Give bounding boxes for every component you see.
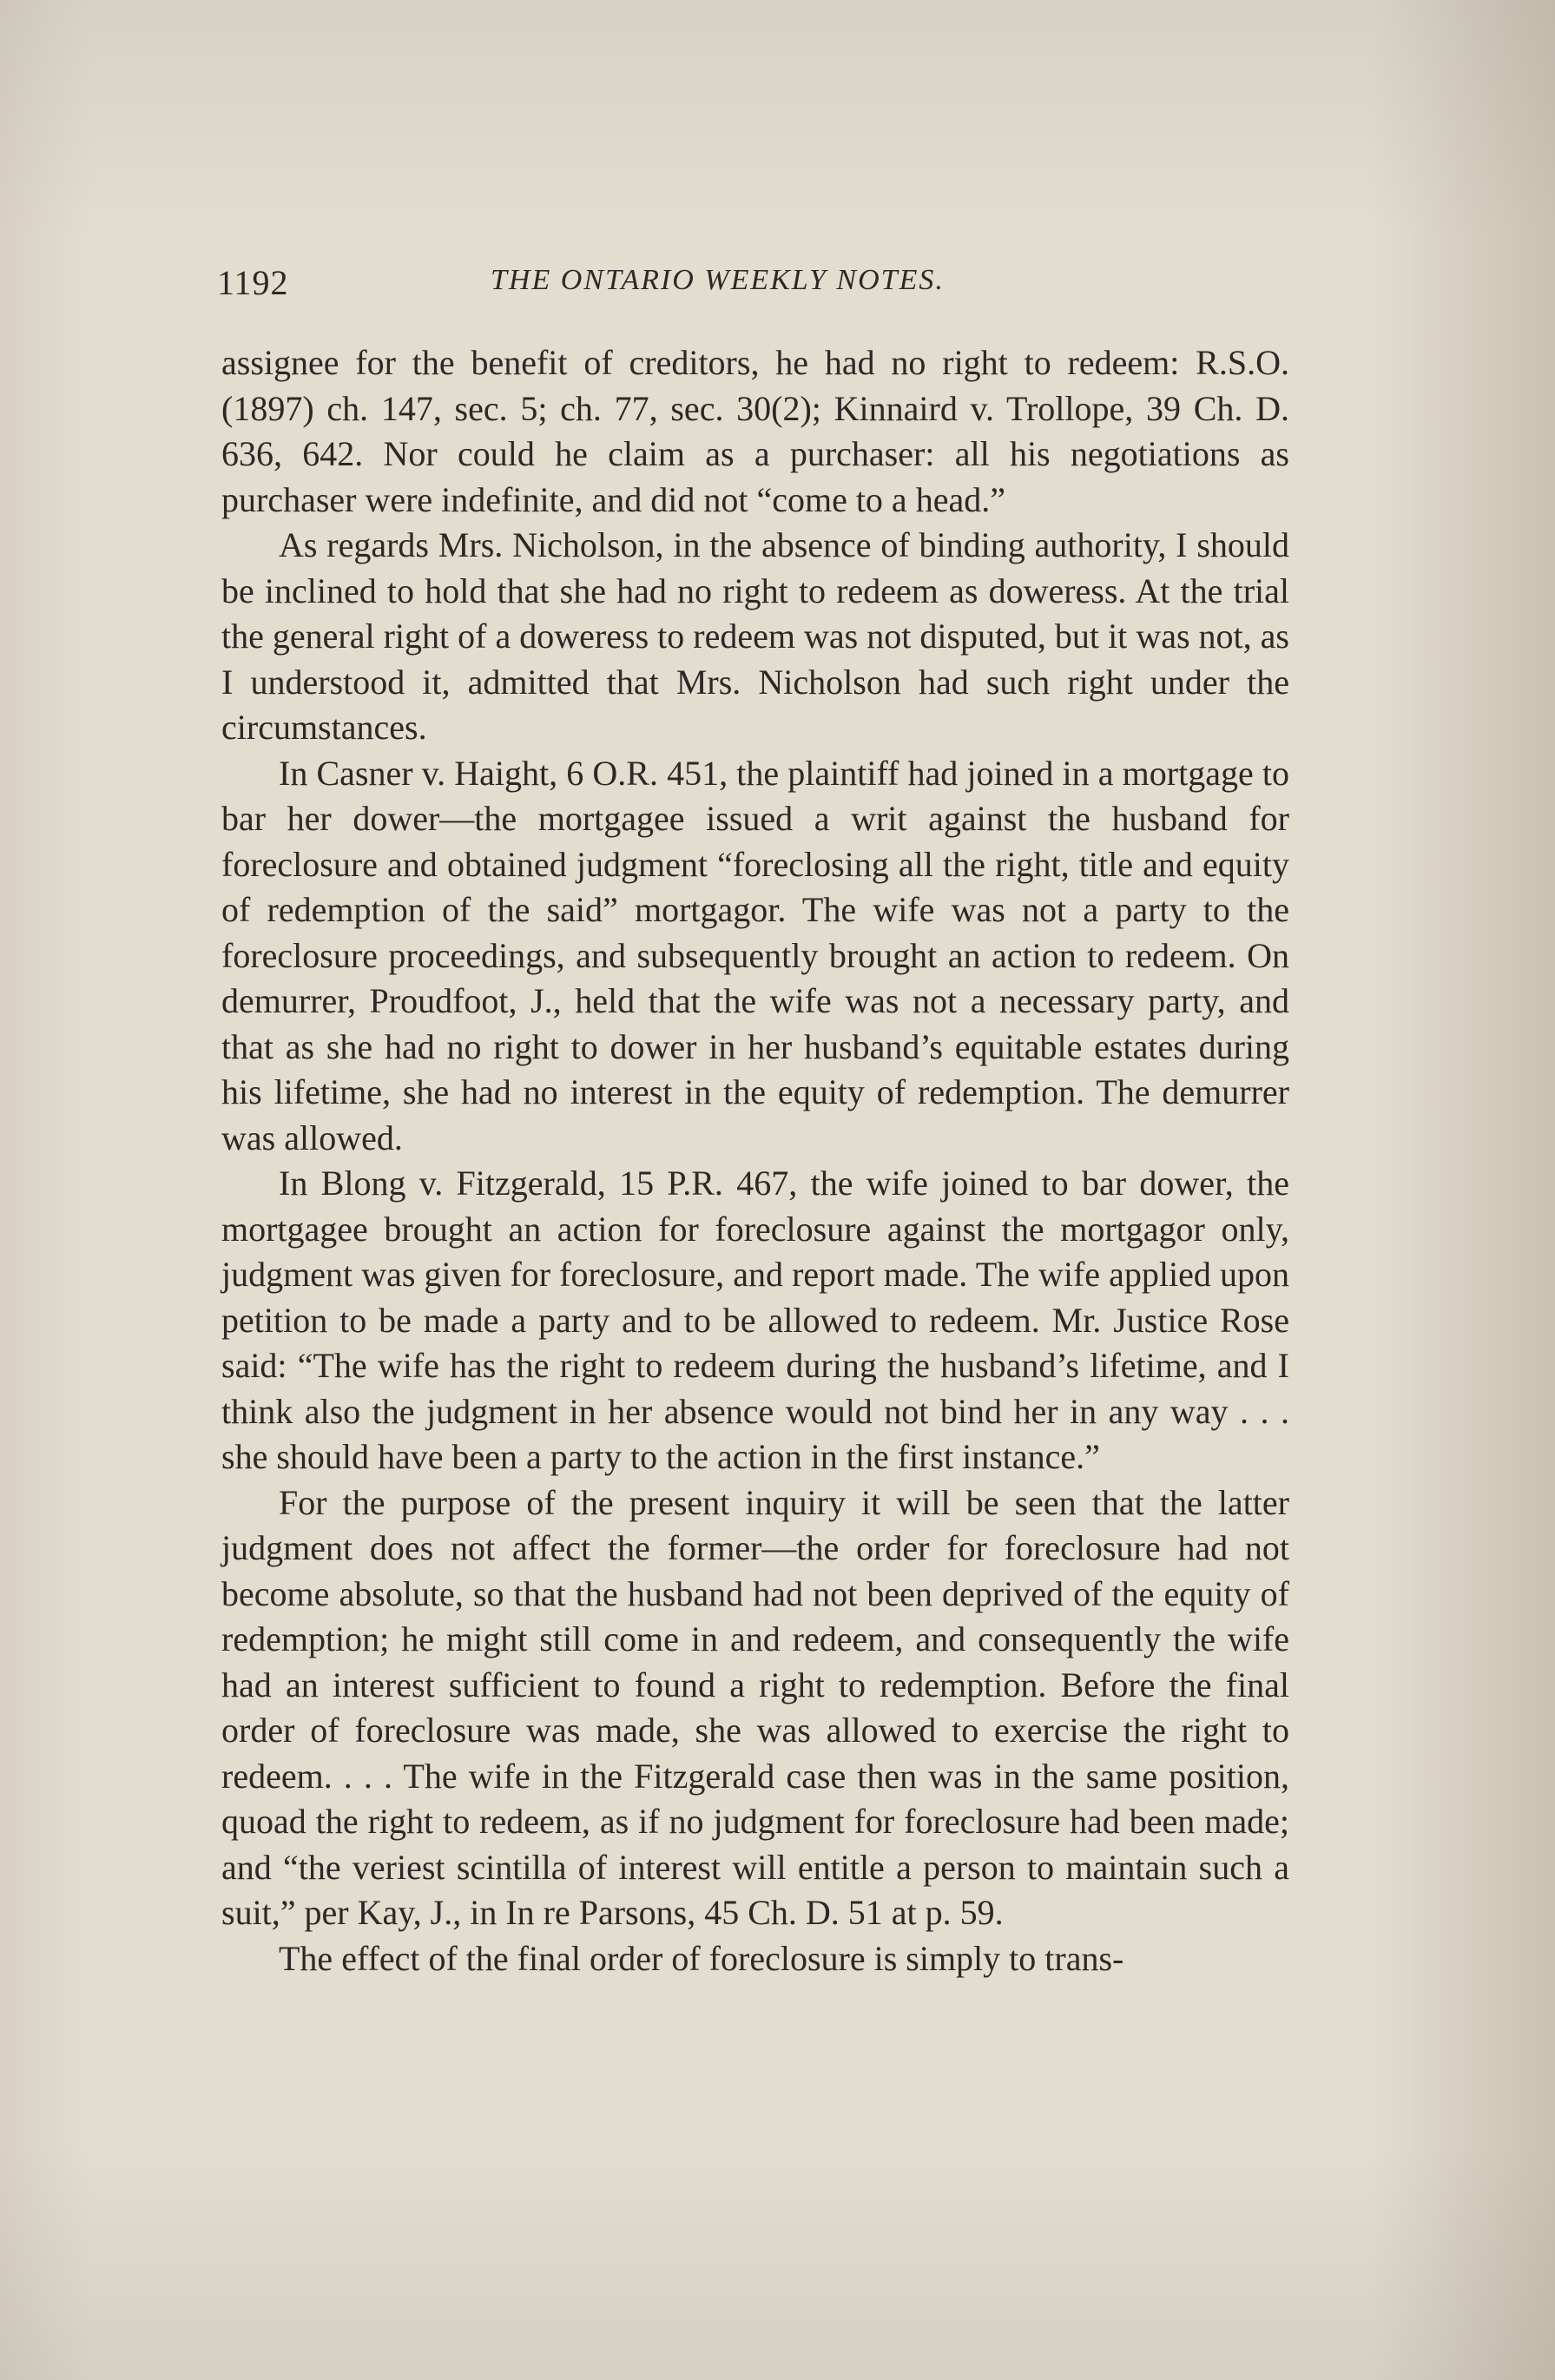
paragraph-present-inquiry: For the purpose of the present inquiry it will be seen that the latter judgment does not affect the former—the order for foreclosure had not become absolute, so that the husband had not been deprived of the equity of redemption; he might still come in and redeem, and consequently the wife had an interest sufficient to found a right to redemption. Before the final order of foreclosure was made, she was allowed to exercise the right to redeem. . . . The wife in the Fitzgerald case then was in the same position, quoad the right to redeem, as if no judgment for foreclosure had been made; and “the veriest scintilla of interest will entitle a person to maintain such a suit,” per Kay, J., in In re Parsons, 45 Ch. D. 51 at p. 59. (221, 1482, 1289, 1932)
paragraph-nicholson: As regards Mrs. Nicholson, in the absence of binding authority, I should be inclined to hold that she had no right to redeem as doweress. At the trial the general right of a doweress to redeem was not disputed, but it was not, as I understood it, admitted that Mrs. Nicholson had such right under the circumstances. (221, 525, 1289, 747)
paragraph-casner-v-haight: In Casner v. Haight, 6 O.R. 451, the plaintiff had joined in a mortgage to bar her dower—the mortgagee issued a writ against the husband for foreclosure and obtained judgment “foreclosing all the right, title and equity of redemption of the said” mortgagor. The wife was not a party to the foreclosure proceedings, and subsequently brought an action to redeem. On demurrer, Proudfoot, J., held that the wife was not a necessary party, and that as she had no right to dower in her husband’s equitable estates during his lifetime, she had no interest in the equity of redemption. The demurrer was allowed. (221, 753, 1289, 1157)
paragraph-final-order: The effect of the final order of foreclosure is simply to trans- (279, 1938, 1124, 1978)
page-number: 1192 (217, 263, 289, 302)
paragraph-blong-v-fitzgerald: In Blong v. Fitzgerald, 15 P.R. 467, the wife joined to bar dower, the mortgagee brought an action for foreclosure against the mortgagor only, judgment was given for foreclosure, and report made. The wife applied upon petition to be made a party and to be allowed to redeem. Mr. Justice Rose said: “The wife has the right to redeem during the husband’s lifetime, and I think also the judgment in her absence would not bind her in any way . . . she should have been a party to the action in the first instance.” (221, 1164, 1289, 1476)
running-title: THE ONTARIO WEEKLY NOTES. (491, 264, 945, 296)
body-text (221, 340, 1289, 1981)
paragraph-continued: assignee for the benefit of creditors, he had no right to redeem: R.S.O. (1897) ch. 147, sec. 5; ch. 77, sec. 30(2); Kinnaird v. Trollope, 39 Ch. D. 636, 642. Nor could he claim as a purchaser: all his negotiations as purchaser were indefinite, and did not “come to a head.” (221, 343, 1289, 519)
page-header (217, 260, 1285, 313)
